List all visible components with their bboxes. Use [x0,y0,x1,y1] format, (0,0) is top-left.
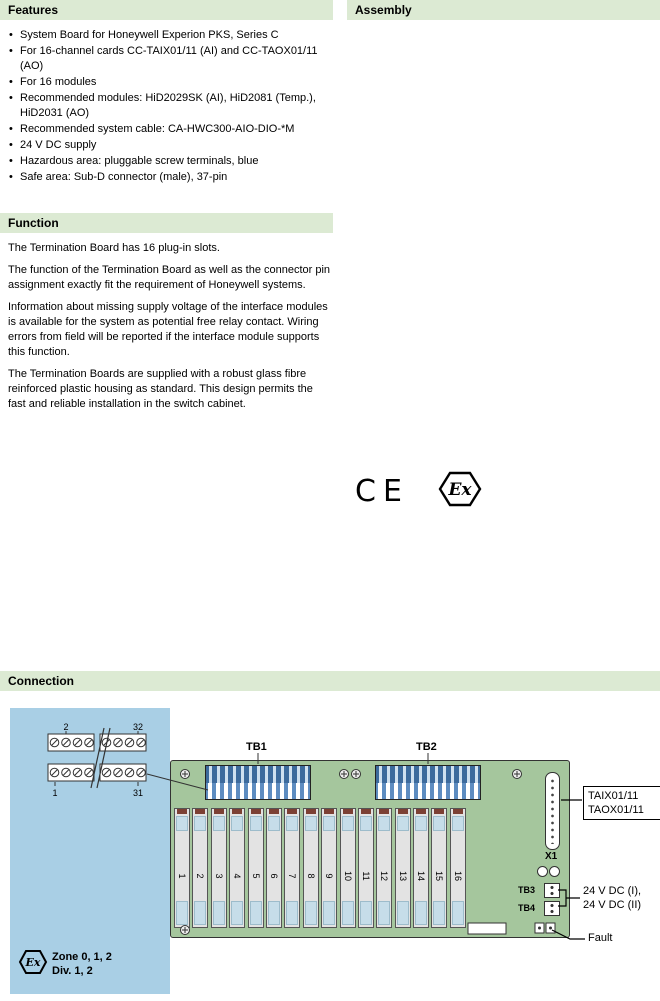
device-type-line: TAOX01/11 [588,804,644,816]
slot-number: 3 [213,873,224,879]
module-slot [358,808,374,928]
slot-number: 10 [342,870,353,881]
slot-number: 16 [452,870,463,881]
slot-number: 6 [268,873,279,879]
power-label-line1: 24 V DC (I), [583,885,642,897]
zone-label-line1: Zone 0, 1, 2 [52,951,112,963]
tb3-label: TB3 [518,885,536,895]
assembly-section-header [347,0,660,20]
terminal-strip-tb2 [375,765,481,800]
slot-band [452,816,464,831]
slot-band [433,816,445,831]
ex-mark-text: Ex [448,480,472,500]
module-slot [340,808,356,928]
module-slot [266,808,282,928]
function-paragraph: Information about missing supply voltage of the interface modules is available for the system as potential free relay contact. Wiring errors from field will be reported if the interface module supports this function. [8,301,328,358]
terminal-number: 1 [52,788,58,798]
feature-item: • Recommended modules: HiD2029SK (AI), HiD2081 (Temp.), HiD2031 (AO) [8,91,330,121]
slot-band [342,816,354,831]
module-slot [321,808,337,928]
slot-band [231,816,243,831]
slot-number: 8 [305,873,316,879]
connector-pins [550,778,555,844]
terminal-number: 2 [63,722,69,732]
zone-label-line2: Div. 1, 2 [52,965,93,977]
power-label-line2: 24 V DC (II) [583,899,642,911]
feature-item: • Hazardous area: pluggable screw terminals, blue [8,154,330,169]
slot-number: 12 [379,870,390,881]
x1-label: X1 [545,851,558,862]
slot-band [305,816,317,831]
slot-band [378,816,390,831]
module-slot [303,808,319,928]
terminal-strip-tb1 [205,765,311,800]
tb4-connector [544,901,560,916]
module-slots [174,808,466,930]
slot-band [286,816,298,831]
module-slot [376,808,392,928]
slot-band [176,816,188,831]
slot-number: 11 [360,871,371,881]
module-slot [413,808,429,928]
function-paragraph: The function of the Termination Board as well as the connector pin assignment exactly fit the requirement of Honeywell systems. [8,264,331,291]
features-list [8,28,330,186]
feature-item: • Recommended system cable: CA-HWC300-AIO-DIO-*M [8,122,330,137]
feature-item: • For 16 modules [8,75,330,90]
function-description [8,241,332,419]
terminal-strip-row [376,783,480,800]
terminal-strip-row [376,766,480,783]
feature-item: • Safe area: Sub-D connector (male), 37-pin [8,170,330,185]
module-slot [192,808,208,928]
function-paragraph: The Termination Board has 16 plug-in slots. [8,242,220,254]
function-title: Function [8,216,59,230]
device-type-label-box [583,786,660,820]
module-slot [174,808,190,928]
slot-band [213,816,225,831]
module-slot [248,808,264,928]
module-slot [229,808,245,928]
function-section-header [0,213,333,233]
tb4-label: TB4 [518,903,536,913]
slot-band [268,816,280,831]
mounting-hole [549,866,560,877]
slot-band [360,816,372,831]
slot-number: 5 [250,873,261,879]
feature-item: • For 16-channel cards CC-TAIX01/11 (AI) and CC-TAOX01/11 (AO) [8,44,330,74]
feature-item: • System Board for Honeywell Experion PKS, Series C [8,28,330,43]
slot-number: 14 [416,870,427,881]
slot-number: 7 [287,873,298,879]
slot-band [250,816,262,831]
connection-diagram [0,700,660,1001]
mounting-hole [537,866,548,877]
slot-number: 15 [434,870,445,881]
x1-subd-connector [545,772,560,850]
slot-band [415,816,427,831]
features-section-header [0,0,333,20]
terminal-strip-row [206,783,310,800]
ce-mark: CE [355,474,409,509]
tb3-connector [544,883,560,898]
feature-item: • 24 V DC supply [8,138,330,153]
terminal-number: 32 [132,722,144,732]
slot-number: 2 [195,873,206,879]
connection-section-header [0,671,660,691]
terminal-strip-row [206,766,310,783]
ex-certification-icon [437,470,483,508]
features-title: Features [8,3,59,17]
device-type-line: TAIX01/11 [588,790,639,802]
tb2-label: TB2 [416,741,437,753]
module-slot [395,808,411,928]
slot-number: 13 [397,870,408,881]
module-slot [431,808,447,928]
ex-zone-text: Ex [25,956,41,969]
slot-number: 1 [177,873,187,879]
terminal-number: 31 [132,788,144,798]
fault-label: Fault [588,932,613,944]
slot-number: 9 [324,873,335,879]
slot-band [397,816,409,831]
assembly-title: Assembly [355,3,412,17]
connection-title: Connection [8,674,74,688]
slot-number: 4 [232,873,243,879]
tb1-label: TB1 [246,741,267,753]
slot-band [323,816,335,831]
module-slot [284,808,300,928]
module-slot [450,808,466,928]
module-slot [211,808,227,928]
slot-band [194,816,206,831]
function-paragraph: The Termination Boards are supplied with a robust glass fibre reinforced plastic housing as standard. This design permits the fast and reliable installation in the switch cabinet. [8,368,313,410]
